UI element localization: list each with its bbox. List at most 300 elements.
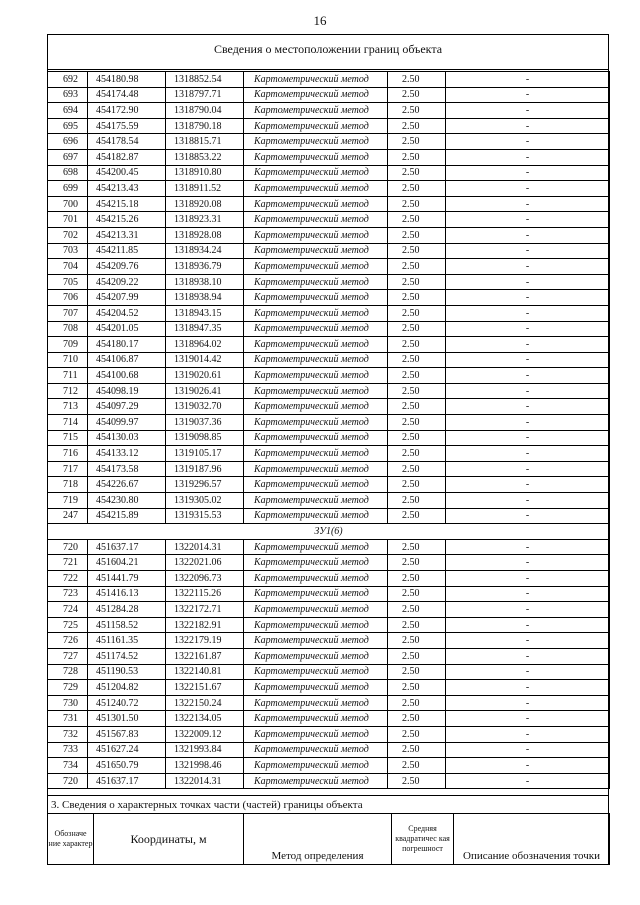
coord-y: 1318964.02 — [166, 337, 244, 353]
accuracy-cell: 2.50 — [388, 290, 446, 306]
accuracy-cell: 2.50 — [388, 165, 446, 181]
description-cell: - — [446, 680, 610, 696]
point-number: 696 — [48, 134, 88, 150]
accuracy-cell: 2.50 — [388, 617, 446, 633]
coord-y: 1322134.05 — [166, 711, 244, 727]
table-row — [48, 586, 610, 602]
accuracy-cell: 2.50 — [388, 539, 446, 555]
description-cell: - — [446, 274, 610, 290]
coord-y: 1322014.31 — [166, 773, 244, 789]
method-cell: Картометрический метод — [244, 368, 388, 384]
point-number: 707 — [48, 305, 88, 321]
coord-x: 454213.43 — [88, 181, 166, 197]
point-number: 721 — [48, 555, 88, 571]
accuracy-cell: 2.50 — [388, 508, 446, 524]
coord-y: 1318938.94 — [166, 290, 244, 306]
coord-x: 454211.85 — [88, 243, 166, 259]
method-cell: Картометрический метод — [244, 181, 388, 197]
coord-y: 1318910.80 — [166, 165, 244, 181]
coord-x: 451301.50 — [88, 711, 166, 727]
accuracy-cell: 2.50 — [388, 680, 446, 696]
point-number: 725 — [48, 617, 88, 633]
table-row — [48, 368, 610, 384]
accuracy-cell: 2.50 — [388, 181, 446, 197]
point-number: 720 — [48, 539, 88, 555]
method-cell: Картометрический метод — [244, 243, 388, 259]
method-cell: Картометрический метод — [244, 508, 388, 524]
accuracy-cell: 2.50 — [388, 602, 446, 618]
coord-y: 1318790.18 — [166, 118, 244, 134]
table-row — [48, 118, 610, 134]
point-number: 702 — [48, 227, 88, 243]
method-cell: Картометрический метод — [244, 118, 388, 134]
coord-x: 454209.22 — [88, 274, 166, 290]
method-cell: Картометрический метод — [244, 680, 388, 696]
description-cell: - — [446, 539, 610, 555]
accuracy-cell: 2.50 — [388, 134, 446, 150]
coord-y: 1322009.12 — [166, 726, 244, 742]
description-cell: - — [446, 321, 610, 337]
accuracy-cell: 2.50 — [388, 742, 446, 758]
table-row — [48, 773, 610, 789]
description-cell: - — [446, 165, 610, 181]
coord-x: 454200.45 — [88, 165, 166, 181]
point-number: 713 — [48, 399, 88, 415]
point-number: 695 — [48, 118, 88, 134]
coord-y: 1319037.36 — [166, 415, 244, 431]
point-number: 706 — [48, 290, 88, 306]
col-designation-header: Обозначе ние характер — [48, 814, 94, 865]
accuracy-cell: 2.50 — [388, 726, 446, 742]
description-cell: - — [446, 758, 610, 774]
coord-y: 1321998.46 — [166, 758, 244, 774]
page-number: 16 — [313, 13, 327, 28]
coord-y: 1318923.31 — [166, 212, 244, 228]
description-cell: - — [446, 477, 610, 493]
accuracy-cell: 2.50 — [388, 118, 446, 134]
table-row — [48, 571, 610, 587]
table-row — [48, 415, 610, 431]
coord-y: 1318934.24 — [166, 243, 244, 259]
point-number: 697 — [48, 149, 88, 165]
table-row — [48, 181, 610, 197]
accuracy-cell: 2.50 — [388, 586, 446, 602]
description-cell: - — [446, 415, 610, 431]
table-row — [48, 758, 610, 774]
coord-x: 451441.79 — [88, 571, 166, 587]
accuracy-cell: 2.50 — [388, 72, 446, 88]
method-cell: Картометрический метод — [244, 227, 388, 243]
coord-y: 1318947.35 — [166, 321, 244, 337]
coord-x: 451158.52 — [88, 617, 166, 633]
method-cell: Картометрический метод — [244, 274, 388, 290]
description-cell: - — [446, 726, 610, 742]
description-cell: - — [446, 243, 610, 259]
description-cell: - — [446, 181, 610, 197]
coord-y: 1318790.04 — [166, 103, 244, 119]
col-accuracy-header: Средняя квадратичес кая погрешност — [392, 814, 454, 865]
table-row — [48, 648, 610, 664]
description-cell: - — [446, 571, 610, 587]
description-cell: - — [446, 383, 610, 399]
table-row — [48, 399, 610, 415]
table-row — [48, 680, 610, 696]
coord-x: 451637.17 — [88, 773, 166, 789]
point-number: 715 — [48, 430, 88, 446]
point-number: 727 — [48, 648, 88, 664]
description-cell: - — [446, 259, 610, 275]
method-cell: Картометрический метод — [244, 72, 388, 88]
method-cell: Картометрический метод — [244, 571, 388, 587]
table-row — [48, 695, 610, 711]
description-cell: - — [446, 134, 610, 150]
coord-x: 454097.29 — [88, 399, 166, 415]
point-number: 693 — [48, 87, 88, 103]
coord-x: 454172.90 — [88, 103, 166, 119]
table-row — [48, 243, 610, 259]
accuracy-cell: 2.50 — [388, 321, 446, 337]
description-cell: - — [446, 617, 610, 633]
coord-y: 1322172.71 — [166, 602, 244, 618]
method-cell: Картометрический метод — [244, 259, 388, 275]
point-number: 705 — [48, 274, 88, 290]
coord-y: 1322140.81 — [166, 664, 244, 680]
method-cell: Картометрический метод — [244, 539, 388, 555]
coord-y: 1318943.15 — [166, 305, 244, 321]
coordinates-table-body — [48, 72, 610, 789]
accuracy-cell: 2.50 — [388, 493, 446, 509]
description-cell: - — [446, 87, 610, 103]
accuracy-cell: 2.50 — [388, 227, 446, 243]
coord-x: 454100.68 — [88, 368, 166, 384]
coord-y: 1319315.53 — [166, 508, 244, 524]
table-row — [48, 227, 610, 243]
coord-x: 454209.76 — [88, 259, 166, 275]
method-cell: Картометрический метод — [244, 103, 388, 119]
coord-y: 1322161.87 — [166, 648, 244, 664]
point-number: 733 — [48, 742, 88, 758]
table-row — [48, 352, 610, 368]
coord-x: 454098.19 — [88, 383, 166, 399]
table-row — [48, 321, 610, 337]
point-number: 728 — [48, 664, 88, 680]
point-number: 708 — [48, 321, 88, 337]
group-row — [48, 524, 610, 540]
point-number: 716 — [48, 446, 88, 462]
coord-y: 1322096.73 — [166, 571, 244, 587]
coord-x: 451627.24 — [88, 742, 166, 758]
point-number: 712 — [48, 383, 88, 399]
table-row — [48, 134, 610, 150]
description-cell: - — [446, 633, 610, 649]
coord-y: 1319020.61 — [166, 368, 244, 384]
coord-x: 454215.89 — [88, 508, 166, 524]
coord-x: 454174.48 — [88, 87, 166, 103]
description-cell: - — [446, 742, 610, 758]
coord-y: 1319305.02 — [166, 493, 244, 509]
coord-x: 454213.31 — [88, 227, 166, 243]
coord-y: 1318920.08 — [166, 196, 244, 212]
coord-x: 454173.58 — [88, 461, 166, 477]
method-cell: Картометрический метод — [244, 742, 388, 758]
coord-x: 451161.35 — [88, 633, 166, 649]
table-row — [48, 383, 610, 399]
accuracy-cell: 2.50 — [388, 461, 446, 477]
accuracy-cell: 2.50 — [388, 633, 446, 649]
coord-x: 454201.05 — [88, 321, 166, 337]
accuracy-cell: 2.50 — [388, 711, 446, 727]
accuracy-cell: 2.50 — [388, 103, 446, 119]
point-number: 722 — [48, 571, 88, 587]
coord-x: 454130.03 — [88, 430, 166, 446]
coord-x: 451190.53 — [88, 664, 166, 680]
method-cell: Картометрический метод — [244, 446, 388, 462]
coord-x: 454207.99 — [88, 290, 166, 306]
accuracy-cell: 2.50 — [388, 695, 446, 711]
coord-y: 1319098.85 — [166, 430, 244, 446]
method-cell: Картометрический метод — [244, 134, 388, 150]
section-title: Сведения о местоположении границ объекта — [47, 34, 609, 70]
table-row — [48, 539, 610, 555]
table-row — [48, 742, 610, 758]
coord-y: 1322115.26 — [166, 586, 244, 602]
accuracy-cell: 2.50 — [388, 399, 446, 415]
accuracy-cell: 2.50 — [388, 337, 446, 353]
accuracy-cell: 2.50 — [388, 243, 446, 259]
method-cell: Картометрический метод — [244, 290, 388, 306]
coord-x: 454133.12 — [88, 446, 166, 462]
point-number: 694 — [48, 103, 88, 119]
point-number: 698 — [48, 165, 88, 181]
accuracy-cell: 2.50 — [388, 352, 446, 368]
col-method-header: Метод определения — [244, 814, 392, 865]
description-cell: - — [446, 290, 610, 306]
accuracy-cell: 2.50 — [388, 196, 446, 212]
description-cell: - — [446, 196, 610, 212]
coord-x: 454230.80 — [88, 493, 166, 509]
description-cell: - — [446, 72, 610, 88]
table-row — [48, 337, 610, 353]
coord-y: 1318938.10 — [166, 274, 244, 290]
point-number: 711 — [48, 368, 88, 384]
method-cell: Картометрический метод — [244, 212, 388, 228]
table-row — [48, 446, 610, 462]
point-number: 247 — [48, 508, 88, 524]
description-cell: - — [446, 493, 610, 509]
table-row — [48, 72, 610, 88]
point-number: 720 — [48, 773, 88, 789]
description-cell: - — [446, 664, 610, 680]
coord-x: 454180.98 — [88, 72, 166, 88]
description-cell: - — [446, 586, 610, 602]
coord-y: 1319187.96 — [166, 461, 244, 477]
coord-y: 1319014.42 — [166, 352, 244, 368]
description-cell: - — [446, 773, 610, 789]
group-label: ЗУ1(6) — [48, 524, 610, 540]
accuracy-cell: 2.50 — [388, 758, 446, 774]
coord-y: 1319105.17 — [166, 446, 244, 462]
coord-y: 1318911.52 — [166, 181, 244, 197]
point-number: 703 — [48, 243, 88, 259]
description-cell: - — [446, 118, 610, 134]
accuracy-cell: 2.50 — [388, 259, 446, 275]
method-cell: Картометрический метод — [244, 773, 388, 789]
method-cell: Картометрический метод — [244, 321, 388, 337]
coord-y: 1318815.71 — [166, 134, 244, 150]
method-cell: Картометрический метод — [244, 165, 388, 181]
description-cell: - — [446, 227, 610, 243]
accuracy-cell: 2.50 — [388, 415, 446, 431]
method-cell: Картометрический метод — [244, 586, 388, 602]
method-cell: Картометрический метод — [244, 305, 388, 321]
description-cell: - — [446, 648, 610, 664]
table-row — [48, 196, 610, 212]
method-cell: Картометрический метод — [244, 493, 388, 509]
method-cell: Картометрический метод — [244, 711, 388, 727]
coord-x: 454175.59 — [88, 118, 166, 134]
method-cell: Картометрический метод — [244, 633, 388, 649]
method-cell: Картометрический метод — [244, 196, 388, 212]
method-cell: Картометрический метод — [244, 399, 388, 415]
coord-y: 1318936.79 — [166, 259, 244, 275]
description-cell: - — [446, 103, 610, 119]
table-row — [48, 305, 610, 321]
coord-y: 1319032.70 — [166, 399, 244, 415]
description-cell: - — [446, 461, 610, 477]
point-number: 719 — [48, 493, 88, 509]
method-cell: Картометрический метод — [244, 758, 388, 774]
table-row — [48, 461, 610, 477]
table-row — [48, 274, 610, 290]
table-row — [48, 103, 610, 119]
description-cell: - — [446, 212, 610, 228]
coord-x: 454215.26 — [88, 212, 166, 228]
point-number: 714 — [48, 415, 88, 431]
coord-x: 451284.28 — [88, 602, 166, 618]
coord-x: 451637.17 — [88, 539, 166, 555]
table-row — [48, 664, 610, 680]
description-cell: - — [446, 337, 610, 353]
table-row — [48, 602, 610, 618]
method-cell: Картометрический метод — [244, 664, 388, 680]
coord-x: 454204.52 — [88, 305, 166, 321]
coord-y: 1319026.41 — [166, 383, 244, 399]
table-row — [48, 290, 610, 306]
coord-x: 454178.54 — [88, 134, 166, 150]
section3-title: 3. Сведения о характерных точках части (частей) границы объекта — [47, 795, 609, 814]
point-number: 730 — [48, 695, 88, 711]
point-number: 710 — [48, 352, 88, 368]
accuracy-cell: 2.50 — [388, 555, 446, 571]
description-cell: - — [446, 399, 610, 415]
col-description-header: Описание обозначения точки — [454, 814, 610, 865]
description-cell: - — [446, 711, 610, 727]
accuracy-cell: 2.50 — [388, 383, 446, 399]
coord-y: 1318797.71 — [166, 87, 244, 103]
table-row — [48, 212, 610, 228]
accuracy-cell: 2.50 — [388, 773, 446, 789]
description-cell: - — [446, 555, 610, 571]
accuracy-cell: 2.50 — [388, 477, 446, 493]
coord-x: 454180.17 — [88, 337, 166, 353]
table-row — [48, 493, 610, 509]
table-row — [48, 633, 610, 649]
method-cell: Картометрический метод — [244, 430, 388, 446]
coord-y: 1322150.24 — [166, 695, 244, 711]
coord-x: 454182.87 — [88, 149, 166, 165]
coord-y: 1322014.31 — [166, 539, 244, 555]
point-number: 699 — [48, 181, 88, 197]
method-cell: Картометрический метод — [244, 648, 388, 664]
coord-y: 1318928.08 — [166, 227, 244, 243]
table-row — [48, 259, 610, 275]
accuracy-cell: 2.50 — [388, 274, 446, 290]
coord-x: 451174.52 — [88, 648, 166, 664]
coord-y: 1322021.06 — [166, 555, 244, 571]
method-cell: Картометрический метод — [244, 477, 388, 493]
point-number: 701 — [48, 212, 88, 228]
table-row — [48, 508, 610, 524]
point-number: 729 — [48, 680, 88, 696]
table-row — [48, 617, 610, 633]
point-number: 718 — [48, 477, 88, 493]
description-cell: - — [446, 430, 610, 446]
table-row — [48, 726, 610, 742]
accuracy-cell: 2.50 — [388, 87, 446, 103]
accuracy-cell: 2.50 — [388, 446, 446, 462]
accuracy-cell: 2.50 — [388, 212, 446, 228]
description-cell: - — [446, 305, 610, 321]
description-cell: - — [446, 368, 610, 384]
description-cell: - — [446, 508, 610, 524]
point-number: 717 — [48, 461, 88, 477]
section3-header-table — [47, 813, 610, 865]
coord-x: 454215.18 — [88, 196, 166, 212]
point-number: 723 — [48, 586, 88, 602]
method-cell: Картометрический метод — [244, 149, 388, 165]
coord-x: 454106.87 — [88, 352, 166, 368]
point-number: 692 — [48, 72, 88, 88]
accuracy-cell: 2.50 — [388, 571, 446, 587]
coord-x: 451650.79 — [88, 758, 166, 774]
table-row — [48, 555, 610, 571]
method-cell: Картометрический метод — [244, 617, 388, 633]
table-row — [48, 711, 610, 727]
point-number: 704 — [48, 259, 88, 275]
col-coordinates-header: Координаты, м — [94, 814, 244, 865]
table-row — [48, 165, 610, 181]
point-number: 731 — [48, 711, 88, 727]
accuracy-cell: 2.50 — [388, 664, 446, 680]
point-number: 700 — [48, 196, 88, 212]
accuracy-cell: 2.50 — [388, 430, 446, 446]
coord-y: 1318852.54 — [166, 72, 244, 88]
description-cell: - — [446, 352, 610, 368]
point-number: 734 — [48, 758, 88, 774]
point-number: 726 — [48, 633, 88, 649]
accuracy-cell: 2.50 — [388, 305, 446, 321]
method-cell: Картометрический метод — [244, 602, 388, 618]
table-row — [48, 87, 610, 103]
point-number: 709 — [48, 337, 88, 353]
coord-x: 451604.21 — [88, 555, 166, 571]
coord-y: 1322179.19 — [166, 633, 244, 649]
accuracy-cell: 2.50 — [388, 368, 446, 384]
coord-y: 1318853.22 — [166, 149, 244, 165]
method-cell: Картометрический метод — [244, 87, 388, 103]
point-number: 724 — [48, 602, 88, 618]
coordinates-table — [47, 71, 610, 789]
